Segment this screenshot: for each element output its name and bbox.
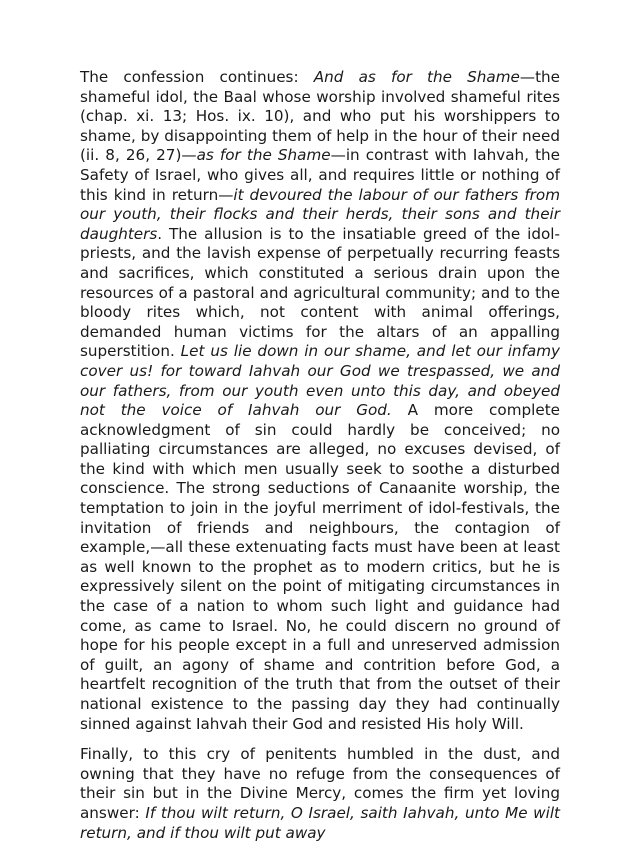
document-page: [80, 68, 560, 854]
italic-quote-run: it devoured the labour of our fathers from our youth, their flocks and their herds, their sons and their daughters: [80, 185, 560, 243]
text-run: The confession continues:: [80, 68, 314, 86]
text-run: Finally, to this cry of penitents humbled in the dust, and owning that they have no refuge from the consequences of their sin but in the Divine Mercy, comes the firm yet loving answer:: [80, 745, 560, 822]
italic-quote-run: Let us lie down in our shame, and let our infamy cover us! for toward Iahvah our God we trespassed, we and our fathers, from our youth even unto this day, and obeyed not the voice of Iahvah our God.: [80, 342, 560, 420]
text-run: A more complete acknowledgment of sin could hardly be conceived; no palliating circumstances are alleged, no excuses devised, of the kind with which men usually seek to soothe a disturbed conscience. The strong seductions of Canaanite worship, the temptation to join in the joyful merriment of idol-festivals, the invitation of friends and neighbours, the contagion of example,—all these extenuating facts must have been at least as well known to the prophet as to modern critics, but he is expressively silent on the point of mitigating circumstances in the case of a nation to whom such light and guidance had come, as came to Israel. No, he could discern no ground of hope for his people except in a full and unreserved admission of guilt, an agony of shame and contrition before God, a heartfelt recognition of the truth that from the outset of their national existence to the passing day they had continually sinned against Iahvah their God and resisted His holy Will.: [80, 401, 560, 733]
text-run: . The allusion is to the insatiable greed of the idol-priests, and the lavish expense of perpetually recurring feasts and sacrifices, which constituted a serious drain upon the resources of a pastoral and agricultural community; and to the bloody rites which, not content with animal offerings, demanded human victims for the altars of an appalling superstition.: [80, 224, 560, 361]
italic-quote-run: as for the Shame: [196, 146, 331, 165]
italic-quote-run: And as for the Shame: [313, 68, 520, 86]
paragraph-confession: [80, 68, 560, 734]
paragraph-answer: [80, 745, 560, 843]
text-run: —the shameful idol, the Baal whose worship involved shameful rites (chap. xi. 13; Hos. ix. 10), and who put his worshippers to shame, by disappointing them of help in the hour of their need (ii. 8, 26, 27)—: [80, 68, 560, 165]
italic-quote-run: If thou wilt return, O Israel, saith Iahvah, unto Me wilt return, and if thou wilt put away: [80, 803, 560, 842]
text-run: —in contrast with Iahvah, the Safety of Israel, who gives all, and requires little or nothing of this kind in return—: [80, 146, 560, 204]
